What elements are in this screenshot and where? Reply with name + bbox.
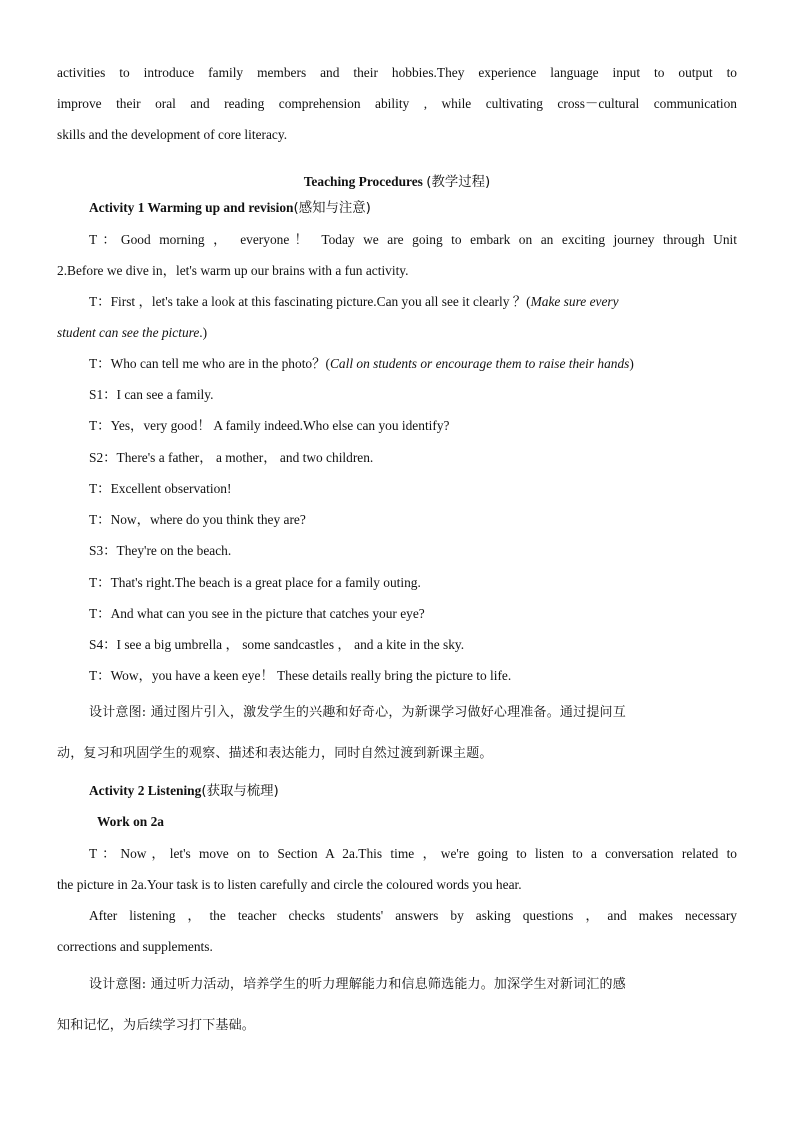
dialogue-t7: T：That's right.The beach is a great place for a family outing. <box>89 575 421 590</box>
dialogue-t3-end: ) <box>629 356 634 371</box>
dialogue-t8: T：And what can you see in the picture that catches your eye? <box>89 606 425 621</box>
dialogue-t3-text: T：Who can tell me who are in the photo？( <box>89 356 330 371</box>
intro-line-2: improve their oral and reading comprehension ability , while cultivating cross－cultural communication <box>57 96 737 111</box>
design-intent-1-text: 通过图片引入，激发学生的兴趣和好奇心，为新课学习做好心理准备。通过提问互 <box>146 705 626 720</box>
dialogue-t2-note: Make sure every <box>530 294 619 309</box>
activity2-after-line2: corrections and supplements. <box>57 939 213 954</box>
design-intent-1-line2: 动，复习和巩固学生的观察、描述和表达能力，同时自然过渡到新课主题。 <box>57 746 493 761</box>
dialogue-t6: T：Now，where do you think they are? <box>89 512 306 527</box>
procedures-title-cn: (教学过程) <box>426 175 491 190</box>
procedures-title <box>57 173 737 192</box>
dialogue-s4: S4：I see a big umbrella ， some sandcastles ， and a kite in the sky. <box>89 637 465 652</box>
dialogue-s1: S1：I can see a family. <box>89 387 214 402</box>
dialogue-t1-line2: 2.Before we dive in，let's warm up our brains with a fun activity. <box>57 263 409 278</box>
activity2-after-line1: After listening ，the teacher checks students' answers by asking questions ，and makes necessary <box>89 908 737 923</box>
intro-line-1: activities to introduce family members and their hobbies.They experience language input to output to <box>57 65 737 80</box>
intro-line-3: skills and the development of core literacy. <box>57 127 288 142</box>
activity2-t1-line1: T：Now，let's move on to Section A 2a.This time ，we're going to listen to a conversation related to <box>89 846 737 861</box>
activity2-heading-cn: (获取与梳理) <box>201 784 279 799</box>
dialogue-s2: S2：There's a father， a mother， and two children. <box>89 450 374 465</box>
activity2-t1-line2: the picture in 2a.Your task is to listen carefully and circle the coloured words you hear. <box>57 877 522 892</box>
dialogue-t4: T：Yes，very good！ A family indeed.Who else can you identify? <box>89 418 450 433</box>
design-intent-2-line1 <box>89 976 737 994</box>
design-intent-2-text: 通过听力活动，培养学生的听力理解能力和信息筛选能力。加深学生对新词汇的感 <box>146 977 626 992</box>
procedures-title-en: Teaching Procedures <box>303 174 423 189</box>
activity1-heading-en: Activity 1 Warming up and revision <box>89 200 294 215</box>
dialogue-t2-note-cont: student can see the picture <box>57 325 200 340</box>
dialogue-t5: T：Excellent observation! <box>89 481 232 496</box>
dialogue-t2-text: T：First ，let's take a look at this fascinating picture.Can you all see it clearly ？( <box>89 294 531 309</box>
activity2-heading <box>89 782 737 801</box>
dialogue-t9: T：Wow，you have a keen eye！ These details really bring the picture to life. <box>89 668 512 683</box>
design-intent-1-label: 设计意图: <box>89 705 147 720</box>
dialogue-t1-line1: T：Good morning ， everyone！ Today we are going to embark on an exciting journey through Unit <box>89 232 737 247</box>
design-intent-1-line1 <box>89 704 737 722</box>
activity1-heading-cn: (感知与注意) <box>293 201 371 216</box>
activity2-subheading: Work on 2a <box>97 814 164 829</box>
dialogue-t2-line1 <box>89 293 737 311</box>
design-intent-2-line2: 知和记忆，为后续学习打下基础。 <box>57 1018 256 1033</box>
activity2-heading-en: Activity 2 Listening <box>89 783 202 798</box>
dialogue-t2-end: .) <box>199 325 208 340</box>
activity1-heading <box>89 199 737 218</box>
dialogue-s3: S3：They're on the beach. <box>89 543 232 558</box>
dialogue-t2-line2 <box>57 324 737 342</box>
dialogue-t3 <box>89 355 737 373</box>
dialogue-t3-note: Call on students or encourage them to raise their hands <box>329 356 630 371</box>
design-intent-2-label: 设计意图: <box>89 977 147 992</box>
